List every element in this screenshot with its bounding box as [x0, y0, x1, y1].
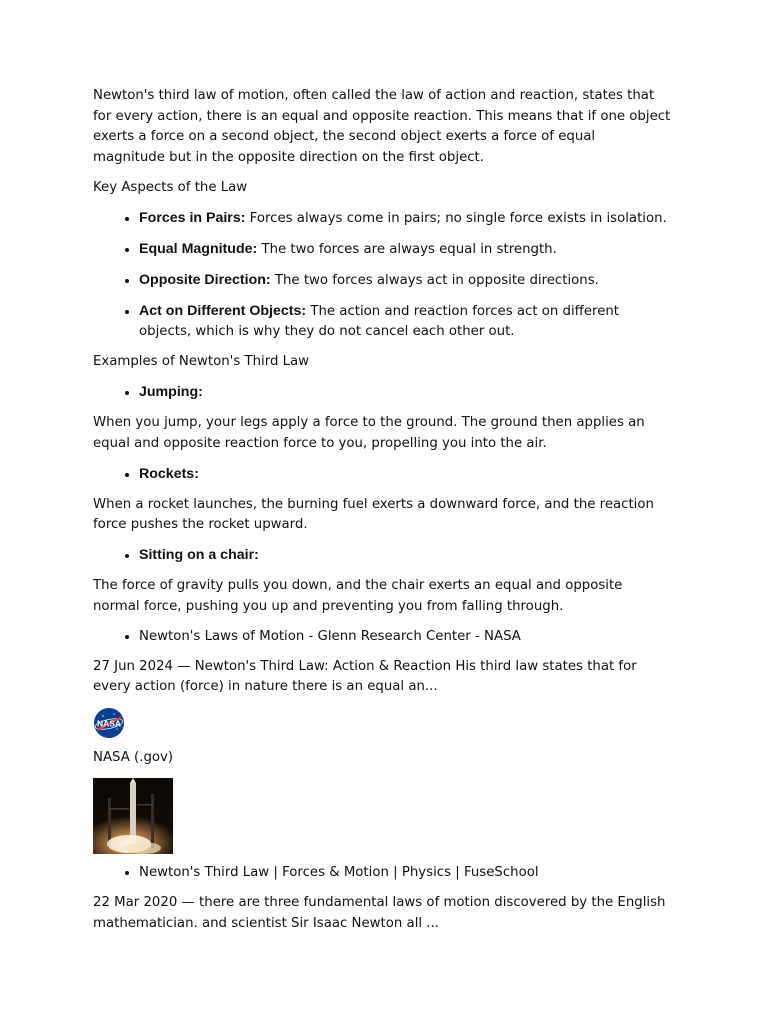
- example-term: Rockets:: [139, 465, 199, 482]
- document-body: [93, 86, 671, 944]
- key-aspects-list: [93, 208, 671, 343]
- list-item: [139, 301, 671, 343]
- source-list-fuseschool: [93, 863, 671, 884]
- aspect-text: The two forces are always equal in strength.: [257, 241, 557, 257]
- list-item: [139, 464, 671, 486]
- example-chair-list: [93, 545, 671, 567]
- aspect-text: The two forces always act in opposite directions.: [270, 272, 599, 288]
- aspect-term: Opposite Direction:: [139, 271, 271, 288]
- examples-heading: Examples of Newton's Third Law: [93, 354, 310, 369]
- source-link[interactable]: • Newton's Laws of Motion - Glenn Research Center - NASA: [139, 627, 671, 648]
- list-item: [139, 545, 671, 567]
- rocket-launch-image[interactable]: [93, 778, 173, 854]
- aspect-term: Equal Magnitude:: [139, 240, 258, 257]
- intro-paragraph: Newton's third law of motion, often called the law of action and reaction, states that for every action, there is an equal and opposite reaction. This means that if one object exerts a force on a second object, the second object exerts a force of equal magnitude but in the opposite direction on the first object.: [93, 88, 671, 165]
- list-item: [139, 270, 671, 292]
- example-rockets-list: [93, 464, 671, 486]
- example-paragraph: When a rocket launches, the burning fuel exerts a downward force, and the reaction force pushes the rocket upward.: [93, 496, 654, 532]
- list-item: [139, 208, 671, 230]
- example-jumping-list: [93, 382, 671, 404]
- example-term: Sitting on a chair:: [139, 547, 259, 563]
- nasa-logo-text: NASA: [96, 718, 122, 729]
- aspect-text: The action and reaction forces act on different objects, which is why they do not cancel each other out.: [139, 303, 620, 339]
- source-snippet: 27 Jun 2024 — Newton's Third Law: Action & Reaction His third law states that for every action (force) in nature there is an equal an...: [93, 658, 637, 694]
- aspect-term: Forces in Pairs:: [139, 209, 246, 226]
- key-aspects-heading: Key Aspects of the Law: [93, 179, 248, 195]
- list-item: [139, 382, 671, 404]
- source-site-name: NASA (.gov): [93, 750, 174, 765]
- aspect-text: Forces always come in pairs; no single force exists in isolation.: [245, 210, 667, 226]
- example-term: Jumping:: [139, 384, 203, 400]
- list-item: [139, 239, 671, 261]
- nasa-logo-icon[interactable]: [93, 707, 125, 739]
- source-list-nasa: [93, 627, 671, 648]
- source-snippet: 22 Mar 2020 — there are three fundamental laws of motion discovered by the English mathematician. and scientist Sir Isaac Newton all ...: [93, 895, 666, 931]
- example-paragraph: The force of gravity pulls you down, and the chair exerts an equal and opposite normal force, pushing you up and preventing you from falling through.: [93, 578, 623, 614]
- aspect-term: Act on Different Objects:: [139, 302, 307, 319]
- example-paragraph: When you jump, your legs apply a force to the ground. The ground then applies an equal and opposite reaction force to you, propelling you into the air.: [93, 415, 645, 451]
- source-link[interactable]: • Newton's Third Law | Forces & Motion | Physics | FuseSchool: [139, 863, 671, 884]
